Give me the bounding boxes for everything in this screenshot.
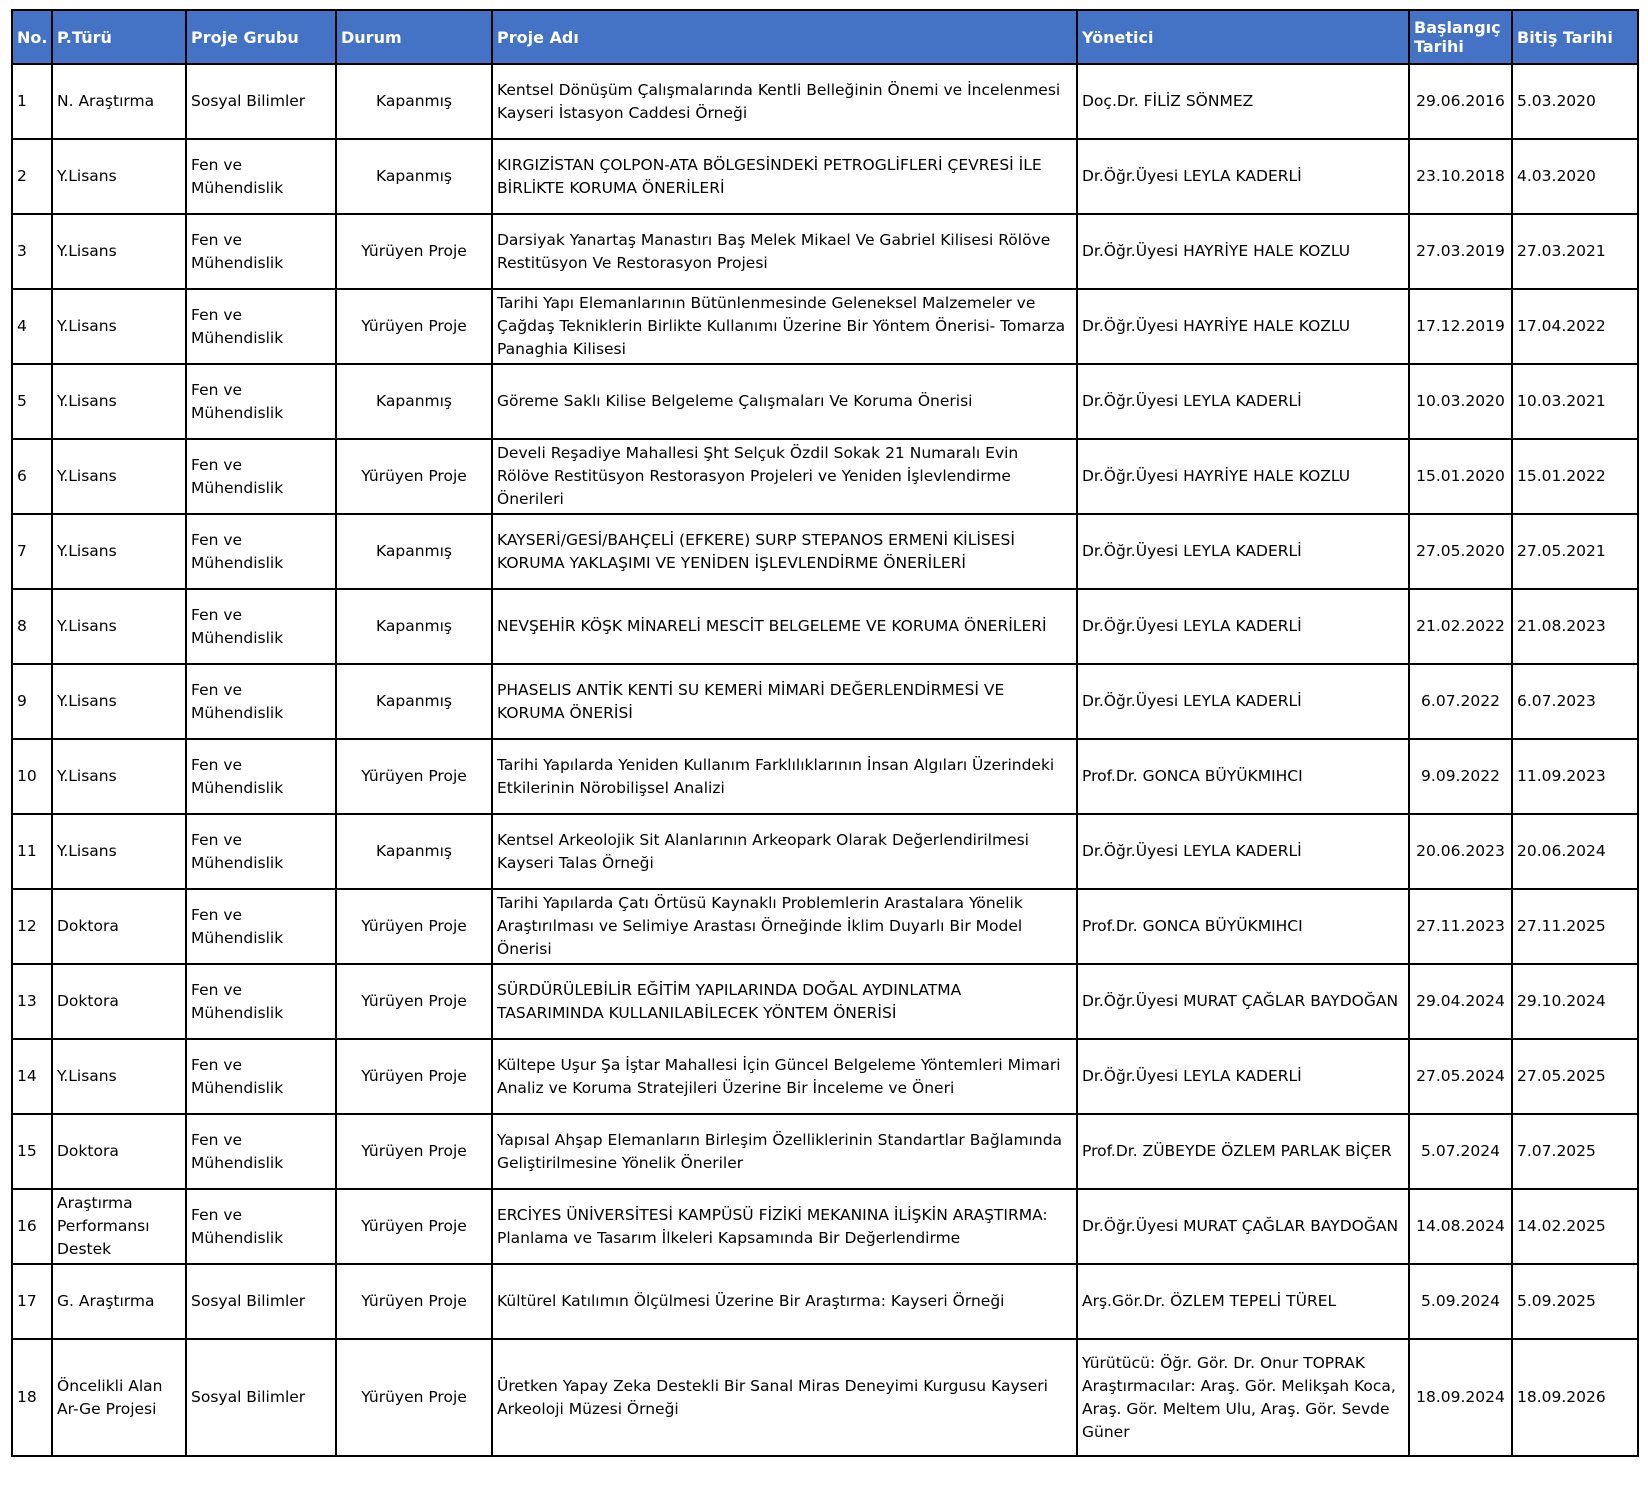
cell-yonetici: Dr.Öğr.Üyesi MURAT ÇAĞLAR BAYDOĞAN (1077, 964, 1409, 1039)
cell-proje-adi: Kültepe Uşur Şa İştar Mahallesi İçin Güncel Belgeleme Yöntemleri Mimari Analiz ve Koruma Stratejileri Üzerine Bir İnceleme ve Öneri (492, 1039, 1077, 1114)
cell-baslangic-tarihi: 27.03.2019 (1409, 214, 1512, 289)
table-row (12, 739, 1638, 814)
cell-proje-grubu: Fen ve Mühendislik (186, 439, 336, 514)
cell-proje-adi: Kentsel Arkeolojik Sit Alanlarının Arkeopark Olarak Değerlendirilmesi Kayseri Talas Örneği (492, 814, 1077, 889)
cell-durum: Kapanmış (336, 589, 492, 664)
cell-baslangic-tarihi: 17.12.2019 (1409, 289, 1512, 364)
cell-durum: Kapanmış (336, 814, 492, 889)
header-row (12, 10, 1638, 64)
table-row (12, 814, 1638, 889)
cell-yonetici: Dr.Öğr.Üyesi LEYLA KADERLİ (1077, 814, 1409, 889)
cell-proje-turu: Araştırma Performansı Destek (52, 1189, 186, 1264)
cell-durum: Yürüyen Proje (336, 439, 492, 514)
cell-proje-adi: PHASELIS ANTİK KENTİ SU KEMERİ MİMARİ DEĞERLENDİRMESİ VE KORUMA ÖNERİSİ (492, 664, 1077, 739)
cell-yonetici: Dr.Öğr.Üyesi HAYRİYE HALE KOZLU (1077, 439, 1409, 514)
header-baslangic-tarihi: Başlangıç Tarihi (1409, 10, 1512, 64)
cell-baslangic-tarihi: 9.09.2022 (1409, 739, 1512, 814)
cell-bitis-tarihi: 18.09.2026 (1512, 1339, 1638, 1456)
cell-baslangic-tarihi: 29.04.2024 (1409, 964, 1512, 1039)
cell-proje-adi: Tarihi Yapılarda Yeniden Kullanım Farklılıklarının İnsan Algıları Üzerindeki Etkilerinin Nörobilişsel Analizi (492, 739, 1077, 814)
cell-proje-grubu: Fen ve Mühendislik (186, 139, 336, 214)
cell-bitis-tarihi: 10.03.2021 (1512, 364, 1638, 439)
table-row (12, 889, 1638, 964)
cell-proje-grubu: Sosyal Bilimler (186, 64, 336, 139)
cell-baslangic-tarihi: 27.11.2023 (1409, 889, 1512, 964)
cell-bitis-tarihi: 5.03.2020 (1512, 64, 1638, 139)
header-no: No. (12, 10, 52, 64)
cell-yonetici: Dr.Öğr.Üyesi LEYLA KADERLİ (1077, 589, 1409, 664)
cell-yonetici: Yürütücü: Öğr. Gör. Dr. Onur TOPRAK Araştırmacılar: Araş. Gör. Melikşah Koca, Araş. Gör. Meltem Ulu, Araş. Gör. Sevde Güner (1077, 1339, 1409, 1456)
cell-durum: Yürüyen Proje (336, 214, 492, 289)
cell-yonetici: Dr.Öğr.Üyesi HAYRİYE HALE KOZLU (1077, 214, 1409, 289)
cell-no: 12 (12, 889, 52, 964)
cell-proje-grubu: Fen ve Mühendislik (186, 739, 336, 814)
cell-bitis-tarihi: 15.01.2022 (1512, 439, 1638, 514)
cell-durum: Yürüyen Proje (336, 1339, 492, 1456)
cell-proje-grubu: Fen ve Mühendislik (186, 889, 336, 964)
cell-proje-turu: Doktora (52, 964, 186, 1039)
cell-durum: Kapanmış (336, 139, 492, 214)
cell-proje-turu: Y.Lisans (52, 1039, 186, 1114)
header-proje-adi: Proje Adı (492, 10, 1077, 64)
cell-no: 13 (12, 964, 52, 1039)
cell-proje-adi: Darsiyak Yanartaş Manastırı Baş Melek Mikael Ve Gabriel Kilisesi Rölöve Restitüsyon Ve Restorasyon Projesi (492, 214, 1077, 289)
cell-yonetici: Dr.Öğr.Üyesi HAYRİYE HALE KOZLU (1077, 289, 1409, 364)
cell-yonetici: Dr.Öğr.Üyesi LEYLA KADERLİ (1077, 514, 1409, 589)
header-yonetici: Yönetici (1077, 10, 1409, 64)
cell-bitis-tarihi: 29.10.2024 (1512, 964, 1638, 1039)
cell-durum: Yürüyen Proje (336, 289, 492, 364)
cell-no: 9 (12, 664, 52, 739)
cell-proje-turu: Y.Lisans (52, 664, 186, 739)
cell-baslangic-tarihi: 6.07.2022 (1409, 664, 1512, 739)
cell-proje-grubu: Fen ve Mühendislik (186, 289, 336, 364)
table-row (12, 214, 1638, 289)
cell-yonetici: Dr.Öğr.Üyesi MURAT ÇAĞLAR BAYDOĞAN (1077, 1189, 1409, 1264)
cell-proje-adi: Develi Reşadiye Mahallesi Şht Selçuk Özdil Sokak 21 Numaralı Evin Rölöve Restitüsyon Restorasyon Projeleri ve Yeniden İşlevlendirme Önerileri (492, 439, 1077, 514)
cell-no: 1 (12, 64, 52, 139)
cell-proje-turu: Y.Lisans (52, 139, 186, 214)
cell-bitis-tarihi: 27.05.2025 (1512, 1039, 1638, 1114)
cell-no: 4 (12, 289, 52, 364)
cell-proje-grubu: Fen ve Mühendislik (186, 1189, 336, 1264)
cell-baslangic-tarihi: 10.03.2020 (1409, 364, 1512, 439)
table-row (12, 1039, 1638, 1114)
cell-baslangic-tarihi: 27.05.2020 (1409, 514, 1512, 589)
cell-proje-turu: N. Araştırma (52, 64, 186, 139)
cell-proje-grubu: Fen ve Mühendislik (186, 589, 336, 664)
table-row (12, 1114, 1638, 1189)
cell-yonetici: Doç.Dr. FİLİZ SÖNMEZ (1077, 64, 1409, 139)
cell-no: 7 (12, 514, 52, 589)
table-row (12, 589, 1638, 664)
cell-proje-adi: Göreme Saklı Kilise Belgeleme Çalışmaları Ve Koruma Önerisi (492, 364, 1077, 439)
cell-no: 11 (12, 814, 52, 889)
cell-proje-adi: KIRGIZİSTAN ÇOLPON-ATA BÖLGESİNDEKİ PETROGLİFLERİ ÇEVRESİ İLE BİRLİKTE KORUMA ÖNERİLERİ (492, 139, 1077, 214)
cell-proje-adi: ERCİYES ÜNİVERSİTESİ KAMPÜSÜ FİZİKİ MEKANINA İLİŞKİN ARAŞTIRMA: Planlama ve Tasarım İlkeleri Kapsamında Bir Değerlendirme (492, 1189, 1077, 1264)
cell-proje-grubu: Fen ve Mühendislik (186, 664, 336, 739)
cell-durum: Yürüyen Proje (336, 1114, 492, 1189)
table-row (12, 1189, 1638, 1264)
cell-durum: Yürüyen Proje (336, 964, 492, 1039)
cell-no: 10 (12, 739, 52, 814)
cell-baslangic-tarihi: 5.09.2024 (1409, 1264, 1512, 1339)
cell-proje-adi: SÜRDÜRÜLEBİLİR EĞİTİM YAPILARINDA DOĞAL AYDINLATMA TASARIMINDA KULLANILABİLECEK YÖNTEM ÖNERİSİ (492, 964, 1077, 1039)
cell-baslangic-tarihi: 14.08.2024 (1409, 1189, 1512, 1264)
cell-proje-grubu: Sosyal Bilimler (186, 1339, 336, 1456)
header-bitis-tarihi: Bitiş Tarihi (1512, 10, 1638, 64)
table-row (12, 64, 1638, 139)
cell-no: 8 (12, 589, 52, 664)
table-row (12, 1339, 1638, 1456)
table-row (12, 514, 1638, 589)
cell-proje-turu: Y.Lisans (52, 439, 186, 514)
cell-bitis-tarihi: 4.03.2020 (1512, 139, 1638, 214)
cell-no: 15 (12, 1114, 52, 1189)
cell-yonetici: Dr.Öğr.Üyesi LEYLA KADERLİ (1077, 139, 1409, 214)
cell-no: 3 (12, 214, 52, 289)
cell-yonetici: Arş.Gör.Dr. ÖZLEM TEPELİ TÜREL (1077, 1264, 1409, 1339)
cell-baslangic-tarihi: 29.06.2016 (1409, 64, 1512, 139)
cell-proje-turu: Öncelikli Alan Ar-Ge Projesi (52, 1339, 186, 1456)
cell-proje-grubu: Fen ve Mühendislik (186, 814, 336, 889)
cell-baslangic-tarihi: 21.02.2022 (1409, 589, 1512, 664)
cell-baslangic-tarihi: 23.10.2018 (1409, 139, 1512, 214)
cell-proje-turu: Y.Lisans (52, 214, 186, 289)
cell-bitis-tarihi: 27.03.2021 (1512, 214, 1638, 289)
cell-proje-grubu: Fen ve Mühendislik (186, 214, 336, 289)
cell-bitis-tarihi: 27.11.2025 (1512, 889, 1638, 964)
cell-no: 6 (12, 439, 52, 514)
cell-durum: Kapanmış (336, 64, 492, 139)
cell-proje-turu: Y.Lisans (52, 814, 186, 889)
table-row (12, 439, 1638, 514)
cell-proje-adi: Kültürel Katılımın Ölçülmesi Üzerine Bir Araştırma: Kayseri Örneği (492, 1264, 1077, 1339)
cell-proje-grubu: Fen ve Mühendislik (186, 364, 336, 439)
cell-proje-grubu: Sosyal Bilimler (186, 1264, 336, 1339)
cell-proje-turu: Doktora (52, 889, 186, 964)
cell-bitis-tarihi: 27.05.2021 (1512, 514, 1638, 589)
header-proje-turu: P.Türü (52, 10, 186, 64)
cell-durum: Yürüyen Proje (336, 1189, 492, 1264)
cell-bitis-tarihi: 20.06.2024 (1512, 814, 1638, 889)
table-row (12, 664, 1638, 739)
table-row (12, 964, 1638, 1039)
cell-baslangic-tarihi: 5.07.2024 (1409, 1114, 1512, 1189)
cell-baslangic-tarihi: 18.09.2024 (1409, 1339, 1512, 1456)
cell-no: 17 (12, 1264, 52, 1339)
cell-yonetici: Prof.Dr. GONCA BÜYÜKMIHCI (1077, 739, 1409, 814)
cell-proje-adi: Tarihi Yapılarda Çatı Örtüsü Kaynaklı Problemlerin Arastalara Yönelik Araştırılması ve Selimiye Arastası Örneğinde İklim Duyarlı Bir Model Önerisi (492, 889, 1077, 964)
cell-proje-adi: Kentsel Dönüşüm Çalışmalarında Kentli Belleğinin Önemi ve İncelenmesi Kayseri İstasyon Caddesi Örneği (492, 64, 1077, 139)
cell-proje-grubu: Fen ve Mühendislik (186, 964, 336, 1039)
cell-proje-turu: G. Araştırma (52, 1264, 186, 1339)
cell-durum: Yürüyen Proje (336, 1264, 492, 1339)
cell-yonetici: Prof.Dr. GONCA BÜYÜKMIHCI (1077, 889, 1409, 964)
table-row (12, 139, 1638, 214)
cell-durum: Yürüyen Proje (336, 739, 492, 814)
cell-durum: Yürüyen Proje (336, 889, 492, 964)
cell-proje-grubu: Fen ve Mühendislik (186, 1039, 336, 1114)
cell-bitis-tarihi: 5.09.2025 (1512, 1264, 1638, 1339)
cell-bitis-tarihi: 21.08.2023 (1512, 589, 1638, 664)
cell-proje-turu: Y.Lisans (52, 739, 186, 814)
projects-table (11, 9, 1639, 1457)
cell-bitis-tarihi: 11.09.2023 (1512, 739, 1638, 814)
cell-bitis-tarihi: 6.07.2023 (1512, 664, 1638, 739)
header-proje-grubu: Proje Grubu (186, 10, 336, 64)
cell-proje-turu: Y.Lisans (52, 289, 186, 364)
cell-bitis-tarihi: 7.07.2025 (1512, 1114, 1638, 1189)
cell-proje-adi: Üretken Yapay Zeka Destekli Bir Sanal Miras Deneyimi Kurgusu Kayseri Arkeoloji Müzesi Örneği (492, 1339, 1077, 1456)
cell-proje-adi: NEVŞEHİR KÖŞK MİNARELİ MESCİT BELGELEME VE KORUMA ÖNERİLERİ (492, 589, 1077, 664)
cell-proje-grubu: Fen ve Mühendislik (186, 514, 336, 589)
table-row (12, 364, 1638, 439)
cell-no: 2 (12, 139, 52, 214)
cell-durum: Kapanmış (336, 514, 492, 589)
cell-proje-turu: Y.Lisans (52, 589, 186, 664)
cell-baslangic-tarihi: 20.06.2023 (1409, 814, 1512, 889)
cell-yonetici: Dr.Öğr.Üyesi LEYLA KADERLİ (1077, 664, 1409, 739)
cell-yonetici: Dr.Öğr.Üyesi LEYLA KADERLİ (1077, 1039, 1409, 1114)
cell-proje-grubu: Fen ve Mühendislik (186, 1114, 336, 1189)
cell-proje-turu: Y.Lisans (52, 364, 186, 439)
cell-yonetici: Dr.Öğr.Üyesi LEYLA KADERLİ (1077, 364, 1409, 439)
table-header (12, 10, 1638, 64)
cell-bitis-tarihi: 17.04.2022 (1512, 289, 1638, 364)
cell-no: 14 (12, 1039, 52, 1114)
cell-durum: Kapanmış (336, 364, 492, 439)
cell-proje-adi: KAYSERİ/GESİ/BAHÇELİ (EFKERE) SURP STEPANOS ERMENİ KİLİSESİ KORUMA YAKLAŞIMI VE YENİDEN İŞLEVLENDİRME ÖNERİLERİ (492, 514, 1077, 589)
table-row (12, 1264, 1638, 1339)
cell-no: 16 (12, 1189, 52, 1264)
table-body (12, 64, 1638, 1456)
cell-proje-turu: Doktora (52, 1114, 186, 1189)
cell-durum: Yürüyen Proje (336, 1039, 492, 1114)
cell-yonetici: Prof.Dr. ZÜBEYDE ÖZLEM PARLAK BİÇER (1077, 1114, 1409, 1189)
cell-bitis-tarihi: 14.02.2025 (1512, 1189, 1638, 1264)
cell-proje-adi: Yapısal Ahşap Elemanların Birleşim Özelliklerinin Standartlar Bağlamında Geliştirilmesine Yönelik Öneriler (492, 1114, 1077, 1189)
table-row (12, 289, 1638, 364)
cell-proje-adi: Tarihi Yapı Elemanlarının Bütünlenmesinde Geleneksel Malzemeler ve Çağdaş Tekniklerin Birlikte Kullanımı Üzerine Bir Yöntem Önerisi- Tomarza Panaghia Kilisesi (492, 289, 1077, 364)
cell-no: 18 (12, 1339, 52, 1456)
cell-proje-turu: Y.Lisans (52, 514, 186, 589)
cell-durum: Kapanmış (336, 664, 492, 739)
header-durum: Durum (336, 10, 492, 64)
cell-baslangic-tarihi: 15.01.2020 (1409, 439, 1512, 514)
cell-baslangic-tarihi: 27.05.2024 (1409, 1039, 1512, 1114)
cell-no: 5 (12, 364, 52, 439)
